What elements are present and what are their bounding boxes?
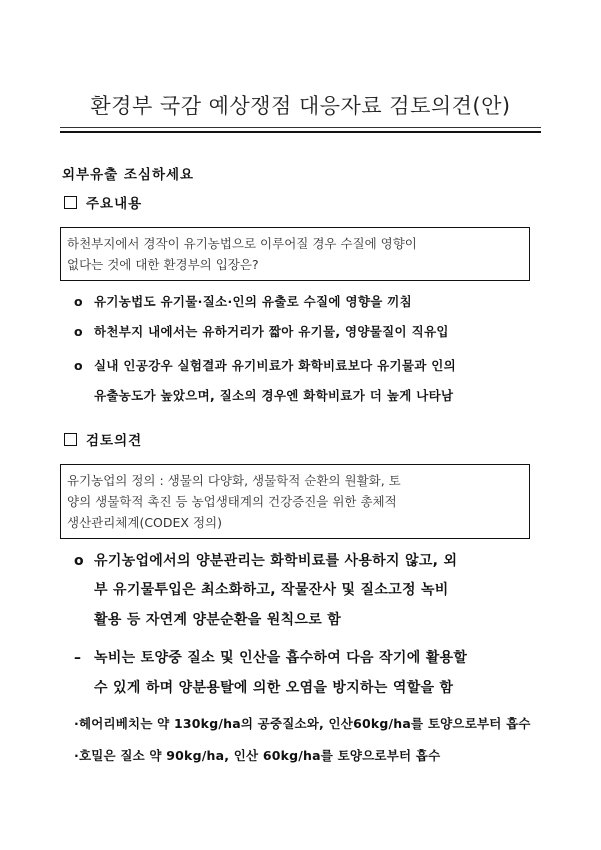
bullet-item [74,356,456,374]
bullet-text: 유기농법도 유기물·질소·인의 유출로 수질에 영향을 끼침 [94,294,412,309]
bullet-text: 실내 인공강우 실험결과 유기비료가 화학비료보다 유기물과 인의 [94,358,457,373]
review-bullet-text: 유기농업에서의 양분관리는 화학비료를 사용하지 않고, 외 [94,553,458,569]
definition-box [60,464,530,539]
checkbox-icon [64,196,77,209]
dash-marker: – [74,650,82,666]
dot-marker: · [74,716,79,731]
circle-bullet-icon: o [74,553,84,569]
review-bullet [74,550,457,570]
section-heading-review [64,429,142,449]
review-bullet-continuation: 부 유기물투입은 최소화하고, 작물잔사 및 질소고정 녹비 [94,582,449,598]
page-title: 환경부 국감 예상쟁점 대응자료 검토의견(안) [90,94,511,118]
circle-bullet-icon: o [74,324,83,339]
bullet-text: 하천부지 내에서는 유하거리가 짧아 유기물, 영양물질이 직유입 [94,324,449,339]
bullet-item [74,292,412,310]
review-bullet-continuation: 활용 등 자연계 양분순환을 원칙으로 함 [94,612,342,628]
dot-item-text: 헤어리베치는 약 130kg/ha의 공중질소와, 인산60kg/ha를 토양으로부터 흡수 [78,716,531,731]
bullet-item [74,322,449,340]
bullet-continuation: 유출농도가 높았으며, 질소의 경우엔 화학비료가 더 높게 나타남 [94,388,454,403]
section-heading-main-content [64,192,142,212]
definition-line: 양의 생물학적 촉진 등 농업생태계의 건강증진을 위한 총체적 [67,494,397,509]
dot-marker: · [74,748,79,763]
dash-item-text: 녹비는 토양중 질소 및 인산을 흡수하여 다음 작기에 활용할 [94,650,468,666]
dot-item-text: 호밀은 질소 약 90kg/ha, 인산 60kg/ha를 토양으로부터 흡수 [78,748,441,763]
definition-line: 유기농업의 정의 : 생물의 다양화, 생물학적 순환의 원활화, 토 [67,473,401,488]
question-line: 하천부지에서 경작이 유기농법으로 이루어질 경우 수질에 영향이 [67,236,417,251]
definition-line: 생산관리체계(CODEX 정의) [67,515,222,530]
dash-item [74,647,467,667]
title-rule-thick [60,131,541,133]
question-line: 없다는 것에 대한 환경부의 입장은? [67,257,259,272]
section-heading-label: 주요내용 [86,196,143,212]
dash-item-continuation: 수 있게 하며 양분용탈에 의한 오염을 방지하는 역할을 함 [94,680,454,696]
circle-bullet-icon: o [74,358,83,373]
dot-item [74,746,440,764]
subject-line: 외부유출 조심하세요 [62,167,195,183]
checkbox-icon [64,433,77,446]
section-heading-label: 검토의견 [86,433,143,449]
title-rule [60,127,541,128]
question-box [60,227,530,281]
dot-item [74,714,531,732]
circle-bullet-icon: o [74,294,83,309]
